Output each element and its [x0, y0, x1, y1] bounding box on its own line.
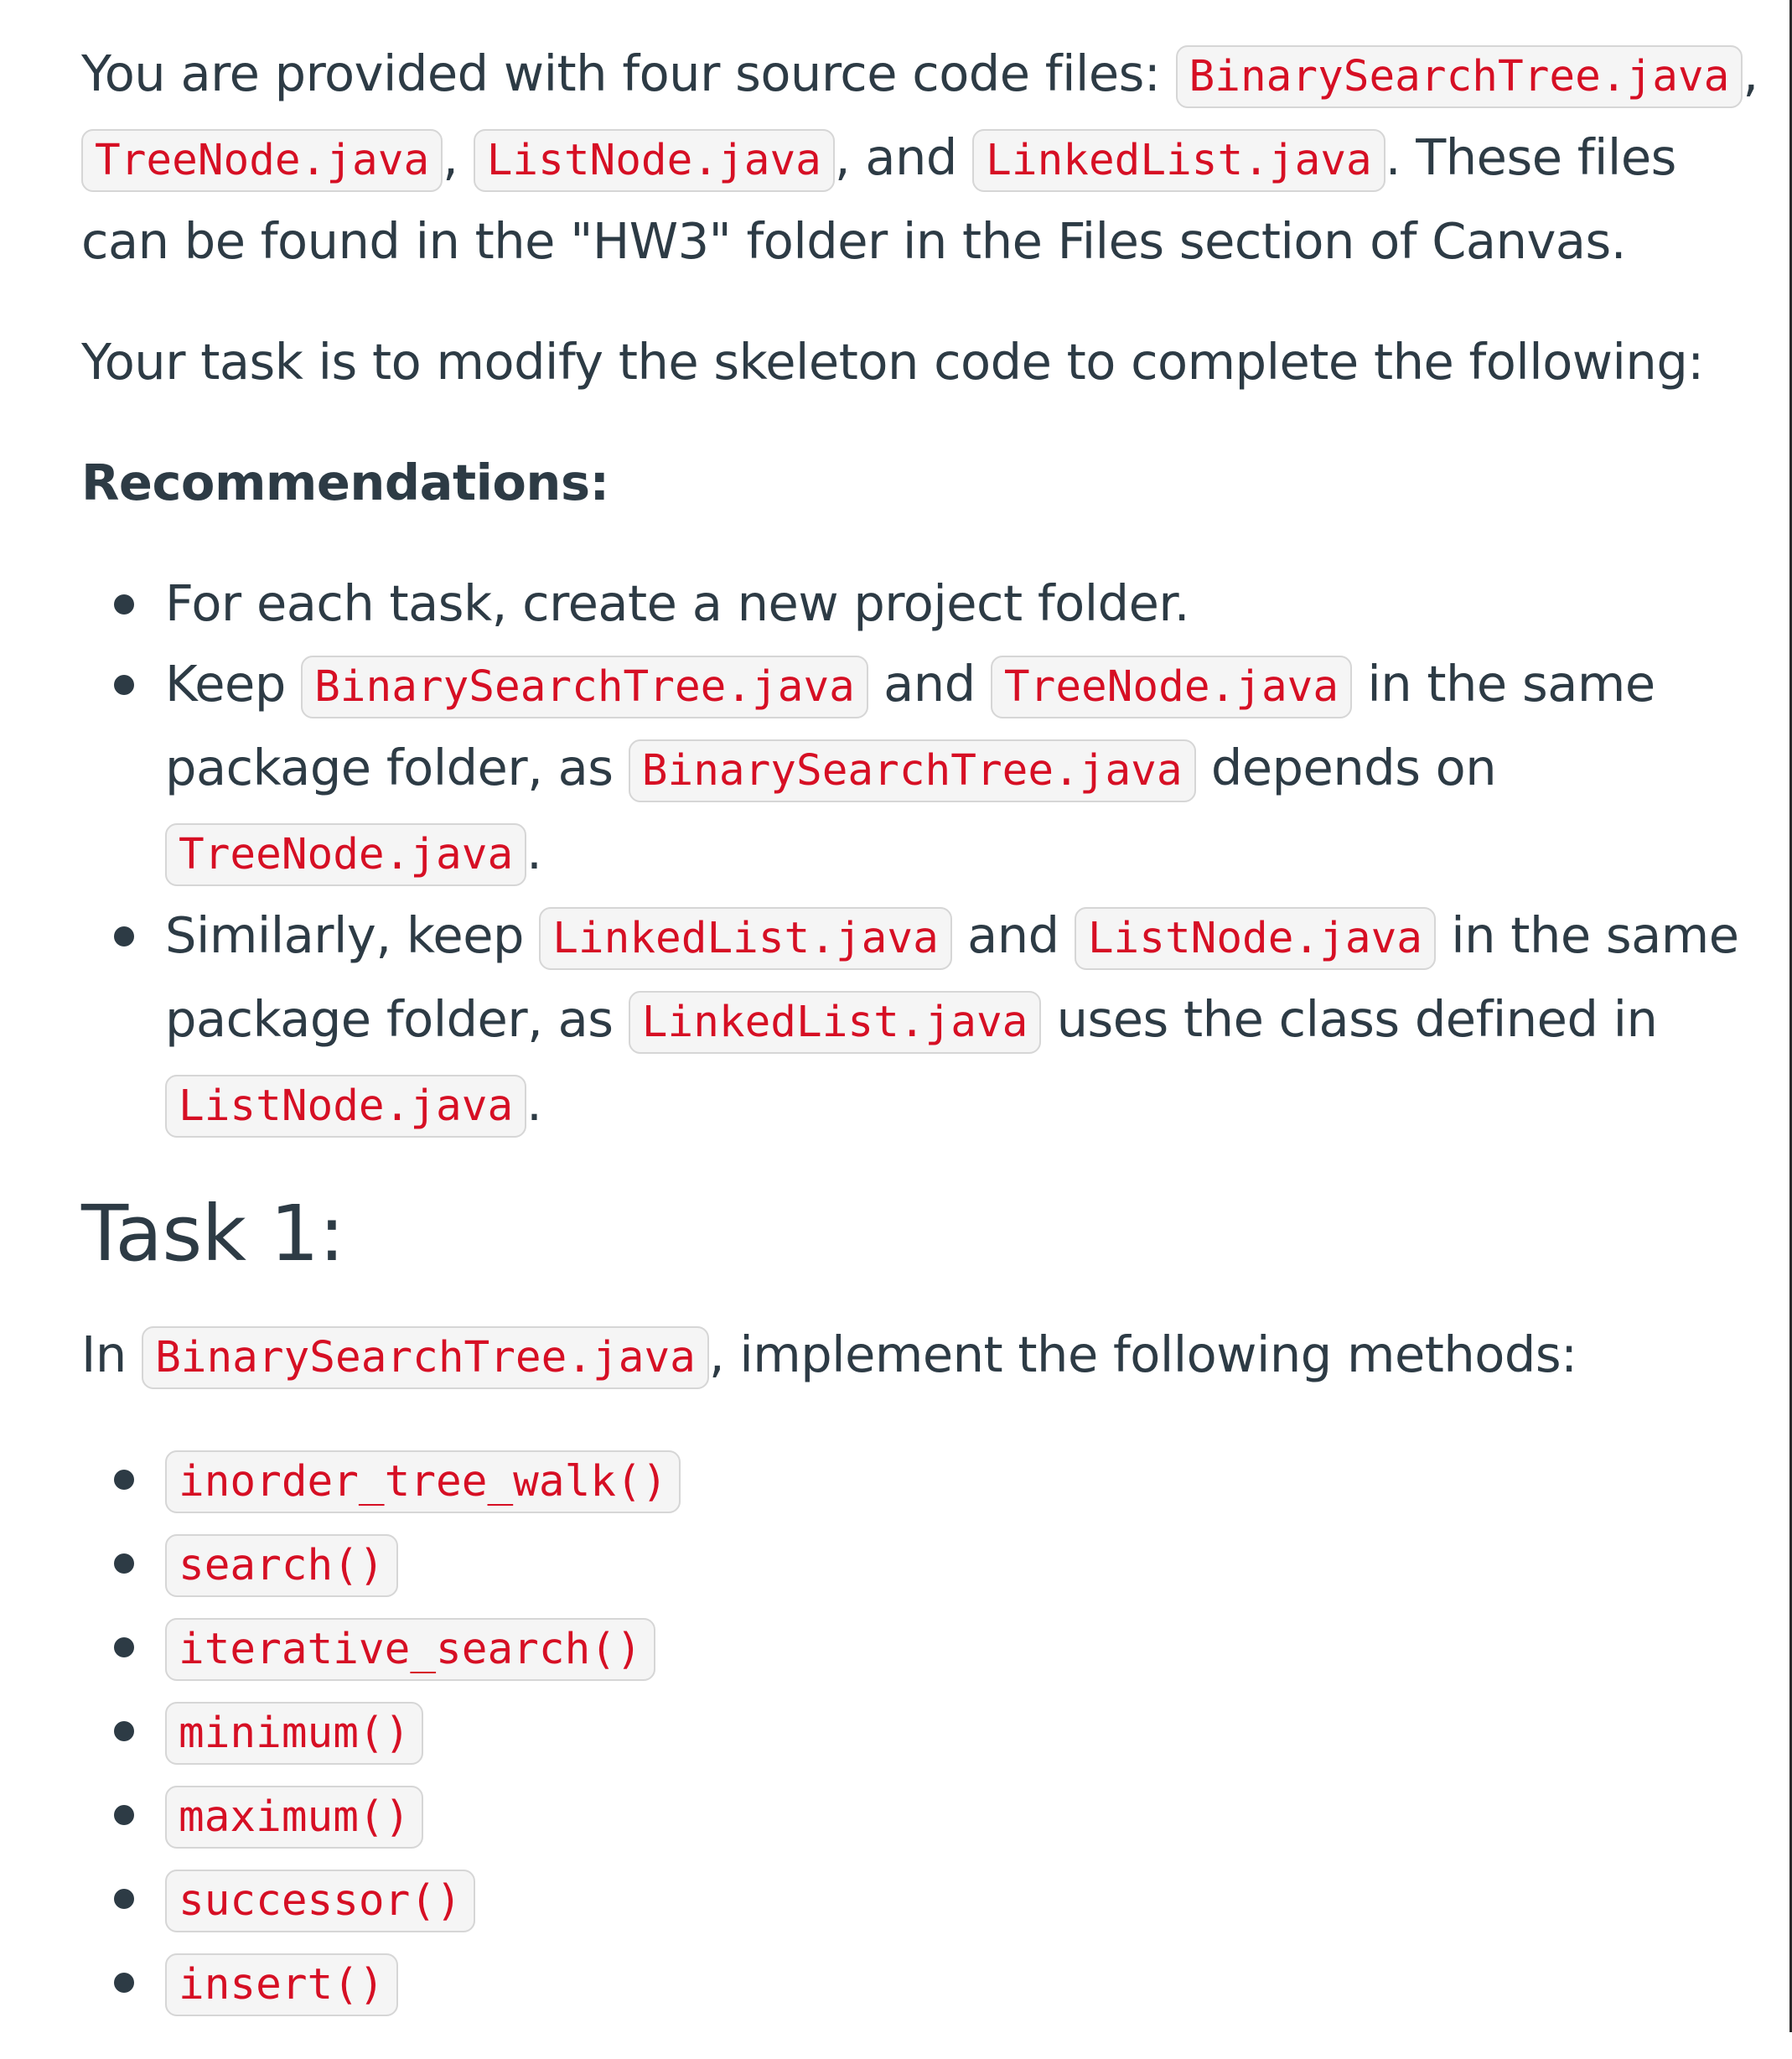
task1-text-2: , implement the following methods: — [708, 1325, 1577, 1383]
list-item — [165, 1942, 1774, 2025]
list-item — [165, 1522, 1774, 1606]
method-insert: insert() — [165, 1953, 398, 2016]
code-listnode: ListNode.java — [1075, 907, 1436, 970]
task1-heading: Task 1: — [81, 1189, 344, 1278]
list-item — [165, 563, 1774, 644]
list-item — [165, 644, 1774, 895]
code-treenode: TreeNode.java — [991, 656, 1352, 718]
intro-text-3: , — [443, 128, 458, 186]
bullet-icon — [114, 1553, 134, 1574]
code-binarysearchtree: BinarySearchTree.java — [301, 656, 868, 718]
task1-text-1: In — [81, 1325, 127, 1383]
rec3-text-3: in the same package folder, as — [165, 906, 1739, 1048]
rec2-text-2: and — [883, 655, 976, 713]
code-binarysearchtree: BinarySearchTree.java — [142, 1326, 709, 1389]
code-binarysearchtree: BinarySearchTree.java — [629, 739, 1196, 802]
recommendations-list — [81, 563, 1774, 1147]
code-listnode: ListNode.java — [474, 129, 835, 192]
rec3-text-4: uses the class defined in — [1056, 990, 1658, 1048]
rec2-text-1: Keep — [165, 655, 286, 713]
code-linkedlist: LinkedList.java — [629, 991, 1042, 1054]
list-item — [165, 1858, 1774, 1942]
code-treenode: TreeNode.java — [165, 823, 526, 886]
method-inorder-tree-walk: inorder_tree_walk() — [165, 1450, 681, 1513]
code-linkedlist: LinkedList.java — [539, 907, 952, 970]
task-statement: Your task is to modify the skeleton code to complete the following: — [81, 333, 1704, 391]
task1-description — [81, 1315, 1774, 1398]
rec3-text-2: and — [967, 906, 1059, 964]
method-minimum: minimum() — [165, 1702, 423, 1765]
assignment-content — [81, 34, 1774, 2059]
bullet-icon — [114, 926, 134, 947]
method-search: search() — [165, 1534, 398, 1597]
rec3-text-1: Similarly, keep — [165, 906, 524, 964]
bullet-icon — [114, 1889, 134, 1909]
methods-list — [81, 1439, 1774, 2025]
rec2-text-4: depends on — [1210, 739, 1497, 796]
bullet-icon — [114, 1637, 134, 1657]
intro-text-2: , — [1743, 44, 1758, 102]
bullet-icon — [114, 1973, 134, 1993]
code-binarysearchtree: BinarySearchTree.java — [1176, 45, 1743, 108]
method-successor: successor() — [165, 1870, 475, 1932]
list-item — [165, 895, 1774, 1147]
code-linkedlist: LinkedList.java — [972, 129, 1385, 192]
list-item — [165, 1439, 1774, 1522]
recommendations-heading: Recommendations: — [81, 454, 609, 511]
bullet-icon — [114, 1805, 134, 1825]
intro-text-1: You are provided with four source code files: — [81, 44, 1176, 102]
intro-paragraph — [81, 34, 1774, 282]
code-listnode: ListNode.java — [165, 1075, 526, 1138]
intro-text-4: , and — [834, 128, 957, 186]
rec3-text-5: . — [526, 1074, 542, 1132]
bullet-icon — [114, 1721, 134, 1741]
code-treenode: TreeNode.java — [81, 129, 443, 192]
bullet-icon — [114, 594, 134, 615]
rec2-text-5: . — [526, 822, 542, 880]
method-iterative-search: iterative_search() — [165, 1618, 655, 1681]
method-maximum: maximum() — [165, 1786, 423, 1849]
bullet-icon — [114, 1470, 134, 1490]
list-item — [165, 1774, 1774, 1858]
list-item — [165, 1606, 1774, 1690]
intro-text-5: . These files can be found in the "HW3" folder in the Files section of Canvas. — [81, 128, 1676, 270]
bullet-icon — [114, 675, 134, 695]
rec2-text-3: in the same package folder, as — [165, 655, 1655, 796]
list-item — [165, 1690, 1774, 1774]
recommendation-text-1: For each task, create a new project folder. — [165, 574, 1189, 632]
